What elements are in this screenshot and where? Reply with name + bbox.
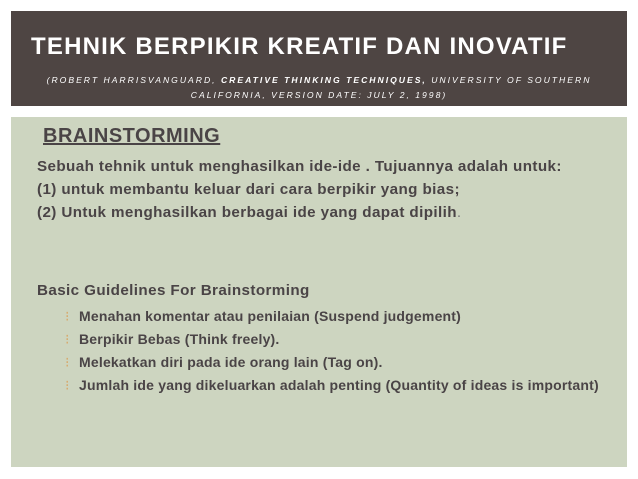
list-item bbox=[65, 376, 610, 394]
guidelines-title: Basic Guidelines For Brainstorming bbox=[37, 282, 310, 299]
bullet-icon: ⁝ bbox=[65, 308, 70, 324]
intro-line bbox=[37, 201, 607, 224]
list-item-text: Berpikir Bebas (Think freely). bbox=[79, 331, 280, 347]
content-panel bbox=[11, 117, 627, 467]
subtitle-suffix: UNIVERSITY OF SOUTHERN bbox=[431, 75, 592, 85]
bullet-icon: ⁝ bbox=[65, 354, 70, 370]
list-item bbox=[65, 307, 610, 325]
list-item-text: Jumlah ide yang dikeluarkan adalah penting (Quantity of ideas is important) bbox=[79, 377, 599, 393]
intro-line: (1) untuk membantu keluar dari cara berpikir yang bias; bbox=[37, 181, 460, 198]
subtitle-highlight: CREATIVE THINKING TECHNIQUES, bbox=[220, 75, 427, 85]
list-item-text: Melekatkan diri pada ide orang lain (Tag on). bbox=[79, 354, 383, 370]
bullet-icon: ⁝ bbox=[65, 331, 70, 347]
guidelines-list bbox=[65, 307, 610, 399]
title-banner bbox=[11, 11, 627, 106]
intro-end-mark: . bbox=[456, 204, 462, 221]
subtitle-prefix: (ROBERT HARRISVANGUARD, bbox=[46, 75, 217, 85]
list-item-text: Menahan komentar atau penilaian (Suspend judgement) bbox=[79, 308, 462, 324]
list-item bbox=[65, 330, 610, 348]
slide-title: TEHNIK BERPIKIR KREATIF DAN INOVATIF bbox=[31, 33, 568, 60]
intro-text bbox=[37, 155, 607, 224]
slide-subtitle bbox=[11, 73, 627, 103]
bullet-icon: ⁝ bbox=[65, 377, 70, 393]
intro-line-text: (2) Untuk menghasilkan berbagai ide yang dapat dipilih bbox=[37, 204, 457, 221]
intro-line: Sebuah tehnik untuk menghasilkan ide-ide . Tujuannya adalah untuk: bbox=[37, 158, 562, 175]
subtitle-line-2: CALIFORNIA, VERSION DATE: JULY 2, 1998) bbox=[190, 90, 448, 100]
section-title: BRAINSTORMING bbox=[43, 125, 221, 147]
list-item bbox=[65, 353, 610, 371]
